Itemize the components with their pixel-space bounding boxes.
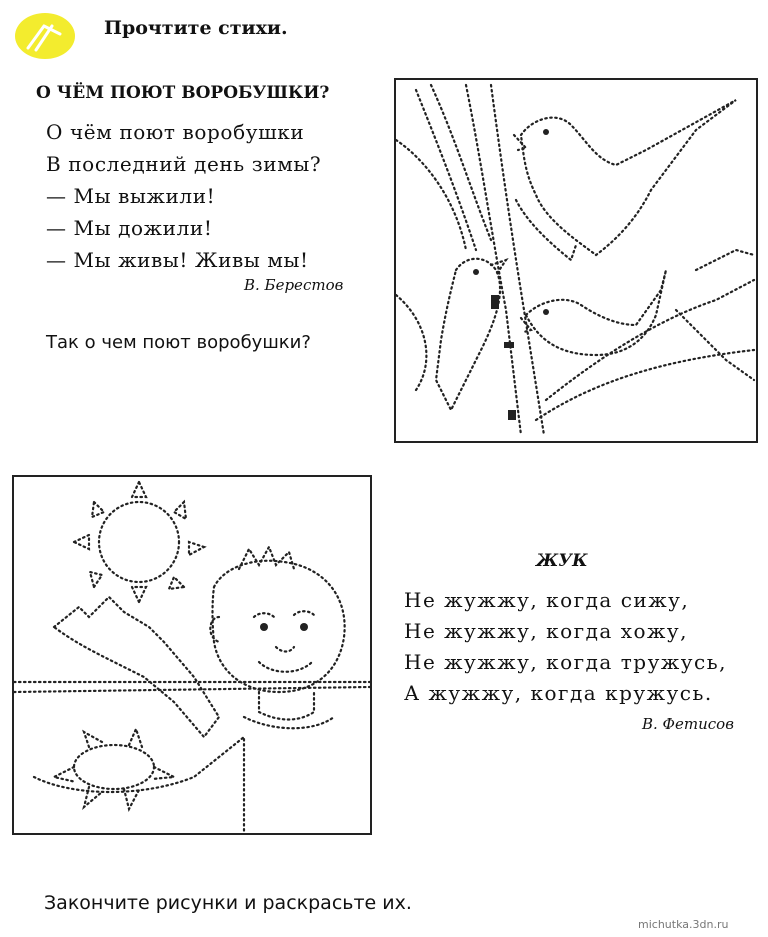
poem2-text	[404, 585, 727, 709]
instruction-heading: Прочтите стихи.	[104, 17, 288, 39]
task-badge-icon	[14, 12, 76, 60]
watermark: michutka.3dn.ru	[638, 918, 729, 931]
poem-line: Не жужжу, когда тружусь,	[404, 650, 727, 674]
poem1-question: Так о чем поют воробушки?	[46, 332, 311, 353]
sparrows-drawing	[396, 80, 756, 441]
poem-line: О чём поют воробушки	[46, 120, 305, 144]
poem-line: В последний день зимы?	[46, 152, 322, 176]
poem1-title: О ЧЁМ ПОЮТ ВОРОБУШКИ?	[36, 83, 330, 103]
poem2-title: ЖУК	[536, 551, 588, 571]
boy-sun-drawing	[14, 477, 370, 833]
sparrows-illustration	[394, 78, 758, 443]
poem-line: А жужжу, когда кружусь.	[404, 681, 713, 705]
poem1-text	[46, 116, 321, 276]
poem2-author: В. Фетисов	[642, 715, 734, 733]
poem-line: Не жужжу, когда сижу,	[404, 588, 690, 612]
task-instruction: Закончите рисунки и раскрасьте их.	[44, 892, 412, 914]
poem-line: — Мы выжили!	[46, 184, 216, 208]
poem1-author: В. Берестов	[244, 276, 344, 294]
boy-sun-illustration	[12, 475, 372, 835]
poem-line: Не жужжу, когда хожу,	[404, 619, 689, 643]
poem-line: — Мы дожили!	[46, 216, 213, 240]
poem-line: — Мы живы! Живы мы!	[46, 248, 309, 272]
